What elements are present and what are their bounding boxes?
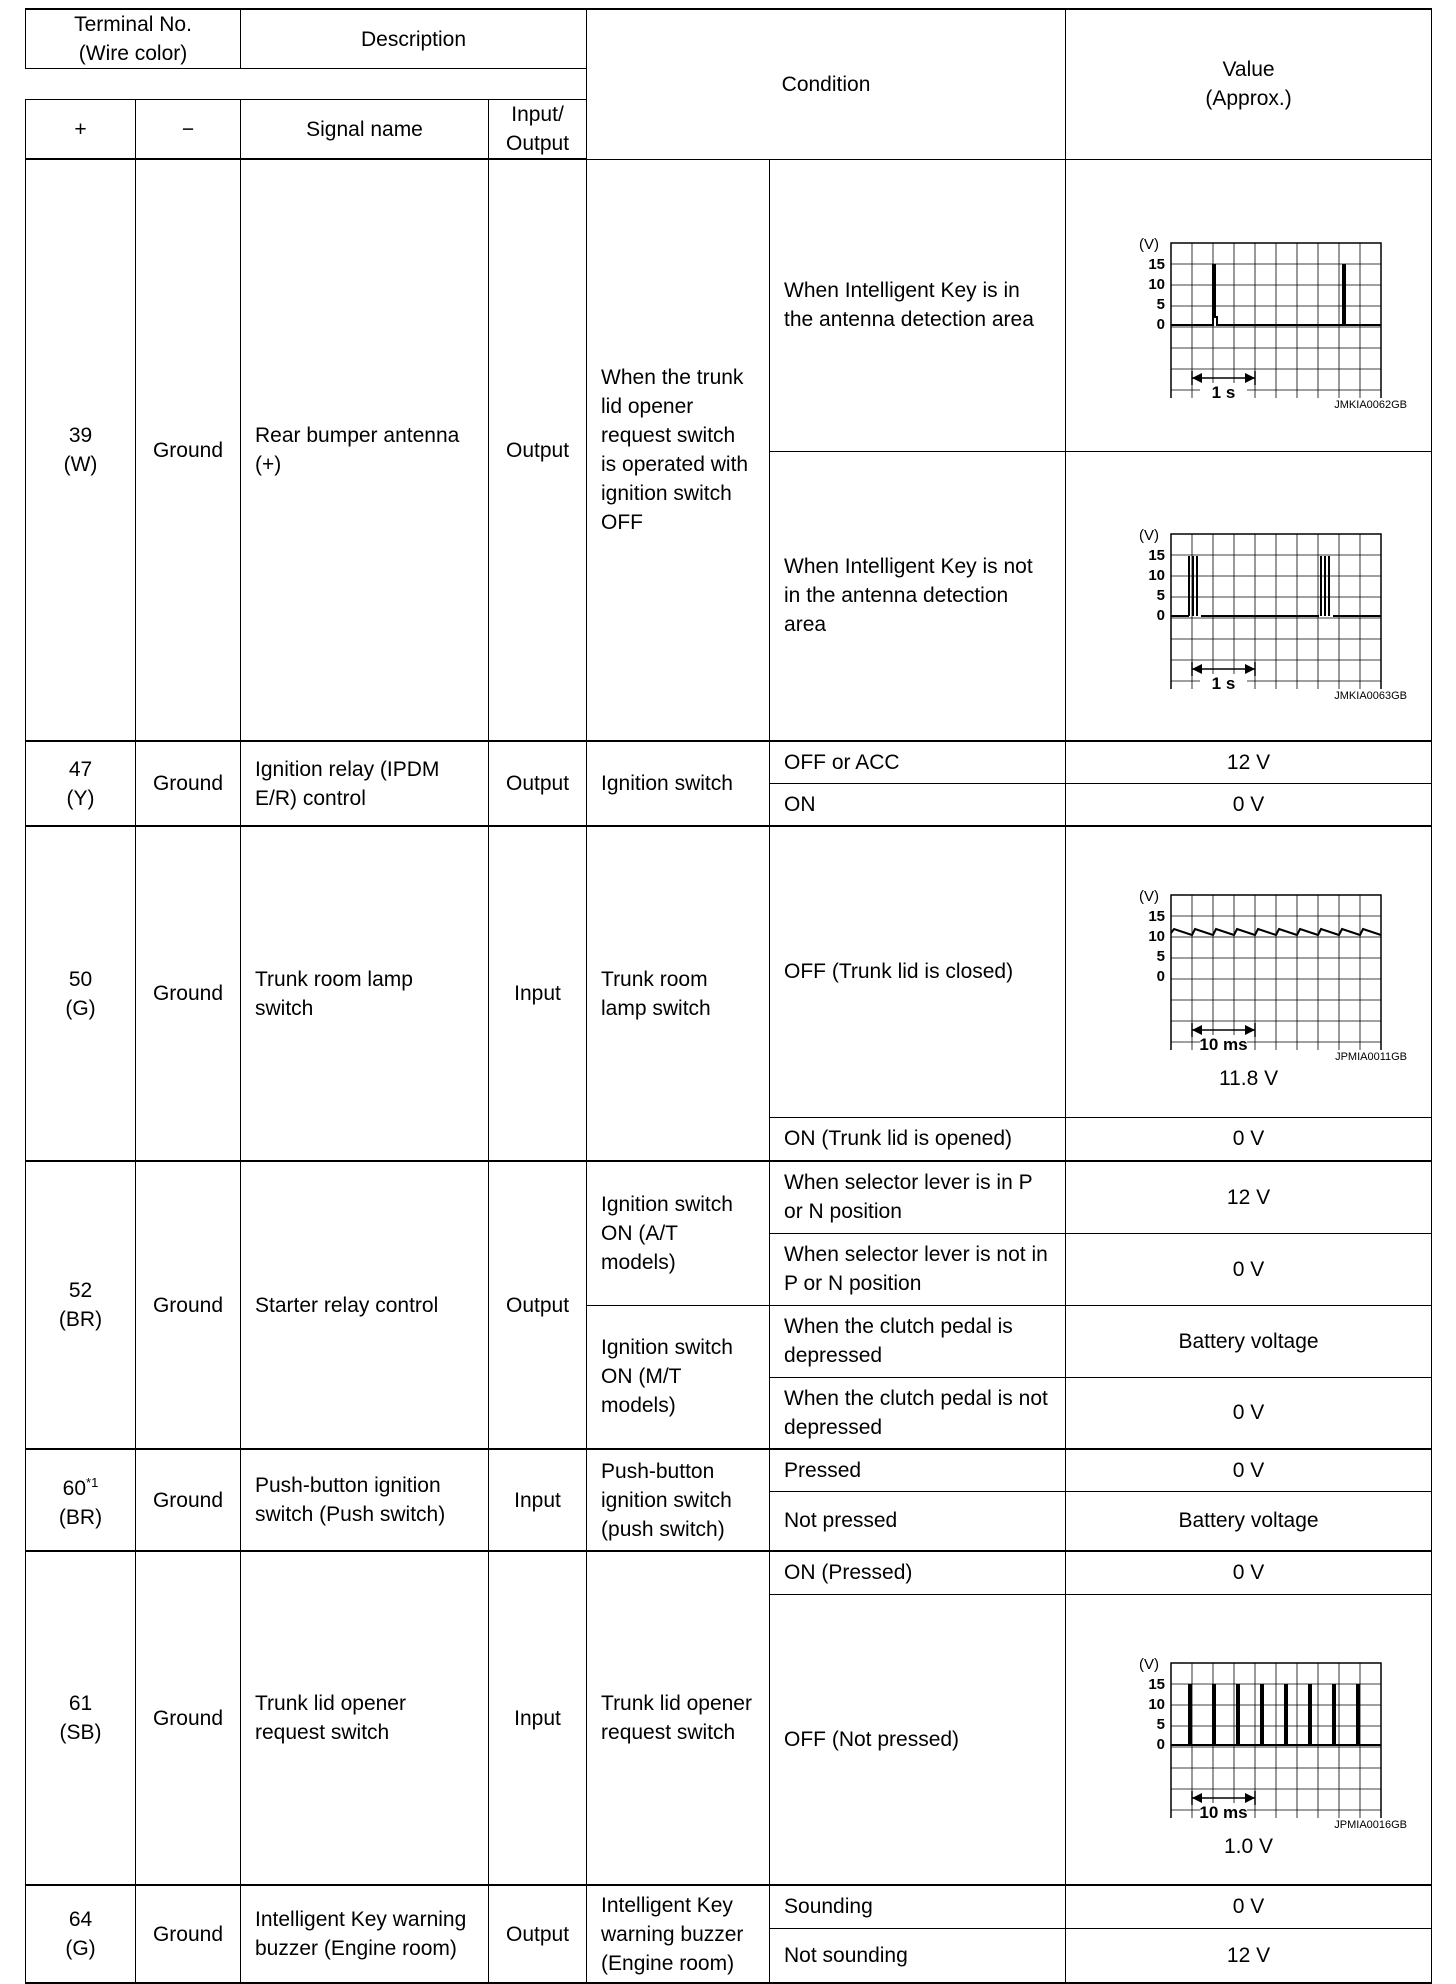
io-cell: Input xyxy=(489,1551,587,1885)
condition-state: OFF (Not pressed) xyxy=(770,1594,1066,1885)
signal-name: Ignition relay (IPDM E/R) control xyxy=(241,741,489,826)
io-cell: Input xyxy=(489,1449,587,1551)
condition-state: When the clutch pedal is not depressed xyxy=(770,1377,1066,1449)
condition-cell: Ignition switch ON (A/T models) xyxy=(587,1161,770,1305)
waveform-chart xyxy=(1099,489,1399,689)
ground-cell: Ground xyxy=(136,1551,241,1885)
time-arrow xyxy=(1245,1025,1255,1035)
condition-state: When selector lever is not in P or N position xyxy=(770,1233,1066,1305)
condition-state: When Intelligent Key is in the antenna detection area xyxy=(770,159,1066,451)
y-tick-label: 0 xyxy=(1156,968,1165,986)
y-tick-label: 10 xyxy=(1147,928,1165,946)
condition-cell: Trunk room lamp switch xyxy=(587,826,770,1161)
terminal-50: 50 (G) xyxy=(26,826,136,1161)
ground-cell: Ground xyxy=(136,1885,241,1983)
y-tick-label: 10 xyxy=(1147,1695,1165,1713)
signal-name: Rear bumper antenna (+) xyxy=(241,159,489,741)
value-cell xyxy=(1066,451,1432,741)
condition-state: ON (Pressed) xyxy=(770,1551,1066,1594)
terminal-64: 64 (G) xyxy=(26,1885,136,1983)
waveform-value: 11.8 V xyxy=(1218,1067,1279,1091)
condition-cell: Ignition switch ON (M/T models) xyxy=(587,1305,770,1449)
time-scale-label: 10 ms xyxy=(1198,1035,1248,1051)
io-cell: Output xyxy=(489,159,587,741)
condition-state: ON (Trunk lid is opened) xyxy=(770,1117,1066,1161)
time-arrow xyxy=(1192,664,1202,674)
terminal-61: 61 (SB) xyxy=(26,1551,136,1885)
table-row xyxy=(26,1161,1432,1233)
terminal-60: 60$^{*1}$ (BR) xyxy=(26,1449,136,1551)
time-scale-label: 1 s xyxy=(1211,673,1235,689)
y-tick-label: 15 xyxy=(1147,546,1165,564)
y-unit-label: (V) xyxy=(1138,1655,1159,1673)
time-arrow xyxy=(1192,1793,1202,1803)
header-signal-name: Signal name xyxy=(241,100,489,160)
y-tick-label: 10 xyxy=(1147,276,1165,293)
table-row xyxy=(26,159,1432,451)
y-tick-label: 5 xyxy=(1156,296,1165,313)
value-cell xyxy=(1066,1594,1432,1885)
y-tick-label: 15 xyxy=(1147,908,1165,926)
io-cell: Input xyxy=(489,826,587,1161)
signal-name: Starter relay control xyxy=(241,1161,489,1449)
value-cell: 0 V xyxy=(1066,1885,1432,1928)
signal-name: Push-button ignition switch (Push switch) xyxy=(241,1449,489,1551)
waveform-caption: JPMIA0016GB xyxy=(1334,1818,1408,1831)
header-terminal-no: Terminal No. (Wire color) xyxy=(26,9,241,69)
condition-cell: Intelligent Key warning buzzer (Engine room) xyxy=(587,1885,770,1983)
waveform-caption: JPMIA0011GB xyxy=(1335,1051,1408,1064)
signal-name: Trunk lid opener request switch xyxy=(241,1551,489,1885)
value-cell: 12 V xyxy=(1066,1928,1432,1983)
signal-name: Trunk room lamp switch xyxy=(241,826,489,1161)
value-cell: 0 V xyxy=(1066,1233,1432,1305)
y-unit-label: (V) xyxy=(1138,888,1159,906)
ground-cell: Ground xyxy=(136,826,241,1161)
waveform-caption: JMKIA0062GB xyxy=(1334,399,1408,411)
waveform-value: 1.0 V xyxy=(1224,1834,1274,1858)
terminal-39: 39 (W) xyxy=(26,159,136,741)
condition-state: Not sounding xyxy=(770,1928,1066,1983)
value-cell: 0 V xyxy=(1066,1117,1432,1161)
ground-cell: Ground xyxy=(136,1161,241,1449)
condition-state: When Intelligent Key is not in the antenna detection area xyxy=(770,451,1066,741)
y-tick-label: 5 xyxy=(1156,948,1165,966)
condition-state: When selector lever is in P or N position xyxy=(770,1161,1066,1233)
waveform-caption: JMKIA0063GB xyxy=(1334,689,1408,702)
condition-state: OFF or ACC xyxy=(770,741,1066,783)
ground-cell: Ground xyxy=(136,159,241,741)
terminal-table-document xyxy=(25,8,1432,1984)
time-arrow xyxy=(1245,373,1255,383)
value-cell: Battery voltage xyxy=(1066,1491,1432,1551)
condition-state: OFF (Trunk lid is closed) xyxy=(770,826,1066,1117)
condition-cell: Ignition switch xyxy=(587,741,770,826)
condition-state: Sounding xyxy=(770,1885,1066,1928)
header-minus-col: − xyxy=(136,100,241,160)
header-value: Value (Approx.) xyxy=(1066,9,1432,159)
waveform-chart xyxy=(1099,1618,1399,1818)
time-scale-label: 10 ms xyxy=(1198,1802,1248,1818)
terminal-table xyxy=(25,8,1432,1984)
waveform-chart xyxy=(1099,850,1399,1050)
terminal-52: 52 (BR) xyxy=(26,1161,136,1449)
value-cell: 0 V xyxy=(1066,1377,1432,1449)
io-cell: Output xyxy=(489,1885,587,1983)
condition-state: Pressed xyxy=(770,1449,1066,1491)
condition-state: ON xyxy=(770,783,1066,826)
value-cell: 12 V xyxy=(1066,1161,1432,1233)
y-tick-label: 5 xyxy=(1156,1715,1165,1733)
value-cell: 0 V xyxy=(1066,1449,1432,1491)
ground-cell: Ground xyxy=(136,1449,241,1551)
table-row xyxy=(26,1551,1432,1594)
table-row xyxy=(26,1449,1432,1491)
y-tick-label: 0 xyxy=(1156,1735,1165,1753)
time-arrow xyxy=(1192,373,1202,383)
y-tick-label: 10 xyxy=(1147,566,1165,584)
value-cell: 12 V xyxy=(1066,741,1432,783)
condition-cell: When the trunk lid opener request switch is operated with ignition switch OFF xyxy=(587,159,770,741)
value-cell: Battery voltage xyxy=(1066,1305,1432,1377)
y-unit-label: (V) xyxy=(1138,236,1159,253)
ground-cell: Ground xyxy=(136,741,241,826)
terminal-47: 47 (Y) xyxy=(26,741,136,826)
value-cell: 0 V xyxy=(1066,1551,1432,1594)
y-tick-label: 0 xyxy=(1156,606,1165,624)
table-row xyxy=(26,826,1432,1117)
header-description: Description xyxy=(241,9,587,69)
time-arrow xyxy=(1245,1793,1255,1803)
value-cell xyxy=(1066,826,1432,1117)
y-unit-label: (V) xyxy=(1138,526,1159,544)
y-tick-label: 15 xyxy=(1147,256,1165,273)
header-input-output: Input/ Output xyxy=(489,100,587,160)
y-tick-label: 5 xyxy=(1156,586,1165,604)
condition-state: Not pressed xyxy=(770,1491,1066,1551)
header-plus-col: + xyxy=(26,100,136,160)
signal-name: Intelligent Key warning buzzer (Engine room) xyxy=(241,1885,489,1983)
waveform-chart xyxy=(1099,198,1399,398)
footnote-mark: *1 xyxy=(86,1475,99,1490)
table-row xyxy=(26,1885,1432,1928)
table-row xyxy=(26,741,1432,783)
value-cell: 0 V xyxy=(1066,783,1432,826)
y-tick-label: 15 xyxy=(1147,1675,1165,1693)
io-cell: Output xyxy=(489,741,587,826)
header-condition: Condition xyxy=(587,9,1066,159)
condition-cell: Trunk lid opener request switch xyxy=(587,1551,770,1885)
time-arrow xyxy=(1192,1025,1202,1035)
time-arrow xyxy=(1245,664,1255,674)
y-tick-label: 0 xyxy=(1156,316,1165,333)
condition-state: When the clutch pedal is depressed xyxy=(770,1305,1066,1377)
time-scale-label: 1 s xyxy=(1211,383,1235,398)
value-cell xyxy=(1066,159,1432,451)
io-cell: Output xyxy=(489,1161,587,1449)
condition-cell: Push-button ignition switch (push switch) xyxy=(587,1449,770,1551)
